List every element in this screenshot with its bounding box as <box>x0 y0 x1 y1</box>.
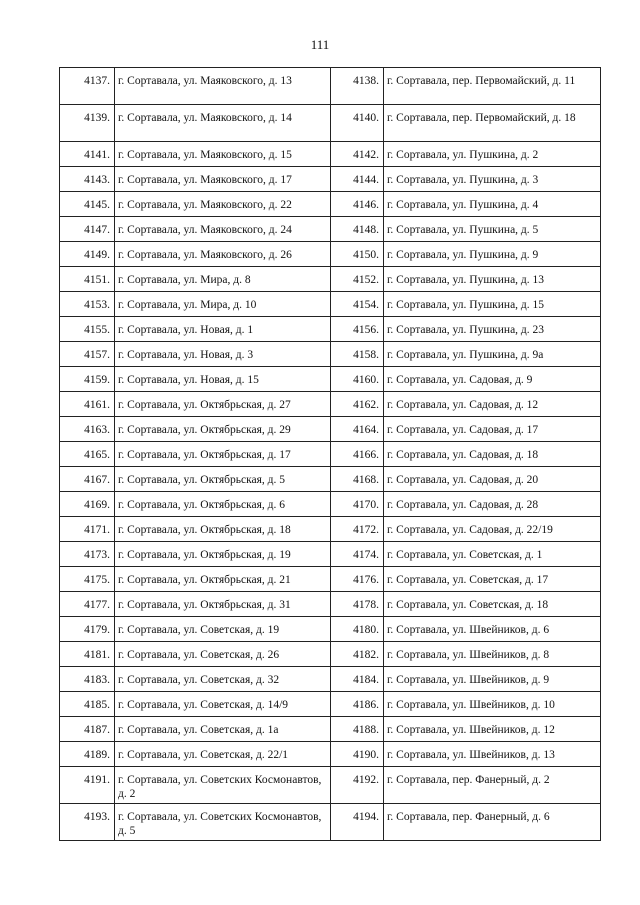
table-row <box>60 317 601 342</box>
page-number: 111 <box>310 37 330 52</box>
table-row <box>60 292 601 317</box>
address-left: г. Сортавала, ул. Октябрьская, д. 29 <box>115 417 331 442</box>
address-left: г. Сортавала, ул. Новая, д. 3 <box>115 342 331 367</box>
address-right: г. Сортавала, ул. Пушкина, д. 15 <box>384 292 601 317</box>
address-right: г. Сортавала, ул. Пушкина, д. 2 <box>384 142 601 167</box>
table-row <box>60 617 601 642</box>
entry-number-right: 4142. <box>331 142 384 167</box>
entry-number-right: 4174. <box>331 542 384 567</box>
address-left: г. Сортавала, ул. Советская, д. 19 <box>115 617 331 642</box>
address-right: г. Сортавала, ул. Советская, д. 18 <box>384 592 601 617</box>
table-row <box>60 667 601 692</box>
address-left: г. Сортавала, ул. Маяковского, д. 14 <box>115 105 331 142</box>
address-right: г. Сортавала, ул. Пушкина, д. 23 <box>384 317 601 342</box>
address-left: г. Сортавала, ул. Маяковского, д. 17 <box>115 167 331 192</box>
address-left: г. Сортавала, ул. Советская, д. 14/9 <box>115 692 331 717</box>
table-row <box>60 367 601 392</box>
address-left: г. Сортавала, ул. Мира, д. 8 <box>115 267 331 292</box>
address-left: г. Сортавала, ул. Октябрьская, д. 18 <box>115 517 331 542</box>
address-left: г. Сортавала, ул. Маяковского, д. 13 <box>115 68 331 105</box>
address-left: г. Сортавала, ул. Советская, д. 32 <box>115 667 331 692</box>
address-left: г. Сортавала, ул. Октябрьская, д. 27 <box>115 392 331 417</box>
table-row <box>60 442 601 467</box>
table-row <box>60 105 601 142</box>
entry-number-right: 4192. <box>331 767 384 804</box>
address-left: г. Сортавала, ул. Маяковского, д. 26 <box>115 242 331 267</box>
address-right: г. Сортавала, ул. Пушкина, д. 13 <box>384 267 601 292</box>
address-right: г. Сортавала, ул. Садовая, д. 28 <box>384 492 601 517</box>
address-right: г. Сортавала, ул. Швейников, д. 8 <box>384 642 601 667</box>
address-left: г. Сортавала, ул. Октябрьская, д. 17 <box>115 442 331 467</box>
entry-number-left: 4149. <box>60 242 115 267</box>
address-right: г. Сортавала, пер. Фанерный, д. 6 <box>384 804 601 841</box>
address-right: г. Сортавала, ул. Советская, д. 1 <box>384 542 601 567</box>
entry-number-right: 4138. <box>331 68 384 105</box>
address-right: г. Сортавала, ул. Садовая, д. 18 <box>384 442 601 467</box>
entry-number-left: 4181. <box>60 642 115 667</box>
address-right: г. Сортавала, ул. Садовая, д. 20 <box>384 467 601 492</box>
entry-number-left: 4157. <box>60 342 115 367</box>
entry-number-left: 4151. <box>60 267 115 292</box>
entry-number-left: 4139. <box>60 105 115 142</box>
entry-number-right: 4168. <box>331 467 384 492</box>
entry-number-right: 4190. <box>331 742 384 767</box>
entry-number-left: 4145. <box>60 192 115 217</box>
table-row <box>60 267 601 292</box>
entry-number-right: 4160. <box>331 367 384 392</box>
table-row <box>60 804 601 841</box>
entry-number-left: 4155. <box>60 317 115 342</box>
address-right: г. Сортавала, ул. Швейников, д. 13 <box>384 742 601 767</box>
entry-number-right: 4154. <box>331 292 384 317</box>
address-right: г. Сортавала, ул. Пушкина, д. 5 <box>384 217 601 242</box>
entry-number-left: 4173. <box>60 542 115 567</box>
address-right: г. Сортавала, ул. Садовая, д. 22/19 <box>384 517 601 542</box>
table-row <box>60 542 601 567</box>
address-left: г. Сортавала, ул. Советская, д. 22/1 <box>115 742 331 767</box>
entry-number-right: 4156. <box>331 317 384 342</box>
address-left: г. Сортавала, ул. Октябрьская, д. 19 <box>115 542 331 567</box>
entry-number-left: 4177. <box>60 592 115 617</box>
address-right: г. Сортавала, ул. Советская, д. 17 <box>384 567 601 592</box>
address-left: г. Сортавала, ул. Октябрьская, д. 5 <box>115 467 331 492</box>
address-left: г. Сортавала, ул. Мира, д. 10 <box>115 292 331 317</box>
entry-number-right: 4172. <box>331 517 384 542</box>
address-left: г. Сортавала, ул. Новая, д. 1 <box>115 317 331 342</box>
entry-number-left: 4193. <box>60 804 115 841</box>
entry-number-left: 4141. <box>60 142 115 167</box>
address-left: г. Сортавала, ул. Советских Космонавтов, д. 5 <box>115 804 331 841</box>
entry-number-right: 4148. <box>331 217 384 242</box>
address-left: г. Сортавала, ул. Октябрьская, д. 21 <box>115 567 331 592</box>
table-row <box>60 742 601 767</box>
entry-number-left: 4191. <box>60 767 115 804</box>
entry-number-right: 4180. <box>331 617 384 642</box>
entry-number-left: 4147. <box>60 217 115 242</box>
address-right: г. Сортавала, ул. Швейников, д. 9 <box>384 667 601 692</box>
entry-number-right: 4184. <box>331 667 384 692</box>
table-row <box>60 342 601 367</box>
address-right: г. Сортавала, пер. Первомайский, д. 11 <box>384 68 601 105</box>
table-row <box>60 717 601 742</box>
entry-number-left: 4161. <box>60 392 115 417</box>
entry-number-right: 4158. <box>331 342 384 367</box>
table-row <box>60 492 601 517</box>
table-row <box>60 767 601 804</box>
table-row <box>60 217 601 242</box>
entry-number-right: 4152. <box>331 267 384 292</box>
entry-number-right: 4176. <box>331 567 384 592</box>
address-left: г. Сортавала, ул. Октябрьская, д. 31 <box>115 592 331 617</box>
table-row <box>60 142 601 167</box>
address-right: г. Сортавала, ул. Пушкина, д. 9а <box>384 342 601 367</box>
entry-number-right: 4188. <box>331 717 384 742</box>
entry-number-right: 4166. <box>331 442 384 467</box>
address-left: г. Сортавала, ул. Советских Космонавтов, д. 2 <box>115 767 331 804</box>
entry-number-right: 4144. <box>331 167 384 192</box>
address-left: г. Сортавала, ул. Советская, д. 26 <box>115 642 331 667</box>
entry-number-right: 4150. <box>331 242 384 267</box>
entry-number-left: 4187. <box>60 717 115 742</box>
entry-number-left: 4189. <box>60 742 115 767</box>
entry-number-left: 4143. <box>60 167 115 192</box>
address-left: г. Сортавала, ул. Советская, д. 1а <box>115 717 331 742</box>
table-row <box>60 467 601 492</box>
address-left: г. Сортавала, ул. Новая, д. 15 <box>115 367 331 392</box>
entry-number-right: 4178. <box>331 592 384 617</box>
address-left: г. Сортавала, ул. Маяковского, д. 22 <box>115 192 331 217</box>
table-row <box>60 692 601 717</box>
entry-number-left: 4175. <box>60 567 115 592</box>
table-row <box>60 192 601 217</box>
table-row <box>60 68 601 105</box>
entry-number-right: 4186. <box>331 692 384 717</box>
address-right: г. Сортавала, пер. Фанерный, д. 2 <box>384 767 601 804</box>
entry-number-left: 4153. <box>60 292 115 317</box>
address-table-body <box>60 68 601 841</box>
entry-number-right: 4164. <box>331 417 384 442</box>
address-right: г. Сортавала, ул. Швейников, д. 6 <box>384 617 601 642</box>
address-right: г. Сортавала, ул. Швейников, д. 12 <box>384 717 601 742</box>
address-right: г. Сортавала, ул. Садовая, д. 17 <box>384 417 601 442</box>
table-row <box>60 592 601 617</box>
address-left: г. Сортавала, ул. Октябрьская, д. 6 <box>115 492 331 517</box>
entry-number-left: 4167. <box>60 467 115 492</box>
entry-number-left: 4171. <box>60 517 115 542</box>
address-left: г. Сортавала, ул. Маяковского, д. 24 <box>115 217 331 242</box>
address-right: г. Сортавала, пер. Первомайский, д. 18 <box>384 105 601 142</box>
entry-number-left: 4159. <box>60 367 115 392</box>
table-row <box>60 517 601 542</box>
entry-number-left: 4165. <box>60 442 115 467</box>
table-row <box>60 242 601 267</box>
table-row <box>60 392 601 417</box>
entry-number-right: 4140. <box>331 105 384 142</box>
table-row <box>60 167 601 192</box>
entry-number-left: 4179. <box>60 617 115 642</box>
address-right: г. Сортавала, ул. Садовая, д. 12 <box>384 392 601 417</box>
address-table <box>59 67 601 841</box>
address-right: г. Сортавала, ул. Садовая, д. 9 <box>384 367 601 392</box>
entry-number-left: 4169. <box>60 492 115 517</box>
entry-number-right: 4194. <box>331 804 384 841</box>
address-right: г. Сортавала, ул. Пушкина, д. 9 <box>384 242 601 267</box>
entry-number-left: 4183. <box>60 667 115 692</box>
table-row <box>60 417 601 442</box>
address-right: г. Сортавала, ул. Швейников, д. 10 <box>384 692 601 717</box>
entry-number-right: 4170. <box>331 492 384 517</box>
entry-number-left: 4185. <box>60 692 115 717</box>
entry-number-right: 4162. <box>331 392 384 417</box>
table-row <box>60 567 601 592</box>
address-left: г. Сортавала, ул. Маяковского, д. 15 <box>115 142 331 167</box>
entry-number-left: 4137. <box>60 68 115 105</box>
table-row <box>60 642 601 667</box>
entry-number-right: 4146. <box>331 192 384 217</box>
address-right: г. Сортавала, ул. Пушкина, д. 3 <box>384 167 601 192</box>
address-right: г. Сортавала, ул. Пушкина, д. 4 <box>384 192 601 217</box>
entry-number-right: 4182. <box>331 642 384 667</box>
entry-number-left: 4163. <box>60 417 115 442</box>
